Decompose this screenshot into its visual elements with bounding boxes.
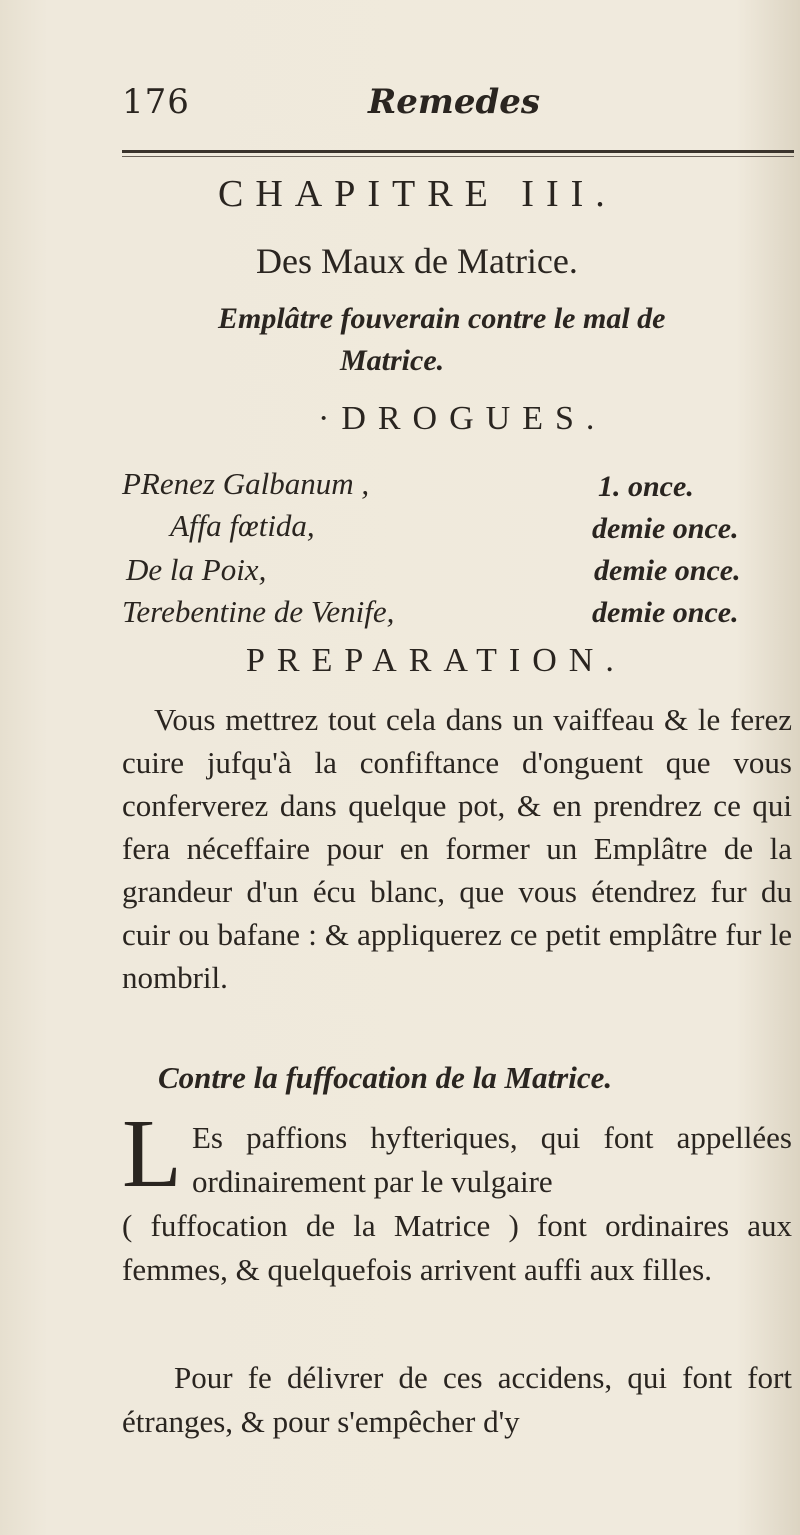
chapter-subtitle: Des Maux de Matrice. [256, 241, 578, 281]
chapter-heading: CHAPITRE III. [218, 173, 617, 215]
paragraph-opening: Es paffions hyfteriques, qui font appellées ordinairement par le vulgaire [192, 1120, 792, 1199]
preparation-text: Vous mettrez tout cela dans un vaiffeau & le ferez cuire jufqu'à la confiftance d'onguent que vous conferverez dans quelque pot, & en prendrez ce qui fera néceffaire pour en former un Emplâtre de la grandeur d'un écu blanc, que vous étendrez fur du cuir ou bafane : & appliquerez ce petit emplâtre fur le nombril. [122, 702, 792, 995]
ingredient-amount: 1. once. [598, 470, 694, 503]
ingredient-name: Affa fœtida, [170, 508, 315, 543]
drogues-heading: ·DROGUES. [318, 400, 607, 437]
page-number: 176 [122, 82, 190, 122]
header-rule-thin [122, 156, 794, 157]
ingredient-name: De la Poix, [126, 552, 267, 587]
ingredient-name: PRenez Galbanum , [122, 466, 370, 501]
recipe-title-line1: Emplâtre fouverain contre le mal de [218, 302, 666, 335]
ingredient-amount: demie once. [592, 596, 739, 629]
section-title: Contre la fuffocation de la Matrice. [158, 1060, 613, 1095]
running-title: Remedes [368, 82, 541, 122]
ingredient-name: Terebentine de Venife, [122, 594, 395, 629]
preparation-heading: PREPARATION. [246, 642, 626, 679]
paragraph: Pour fe délivrer de ces accidens, qui font fort étranges, & pour s'empêcher d'y [122, 1360, 792, 1439]
drop-cap: L [122, 1100, 182, 1208]
ingredient-amount: demie once. [592, 512, 739, 545]
paragraph-continued: ( fuffocation de la Matrice ) font ordinaires aux femmes, & quelquefois arrivent auffi aux filles. [122, 1208, 792, 1287]
ingredient-amount: demie once. [594, 554, 741, 587]
recipe-title-line2: Matrice. [340, 344, 445, 377]
header-rule [122, 150, 794, 153]
